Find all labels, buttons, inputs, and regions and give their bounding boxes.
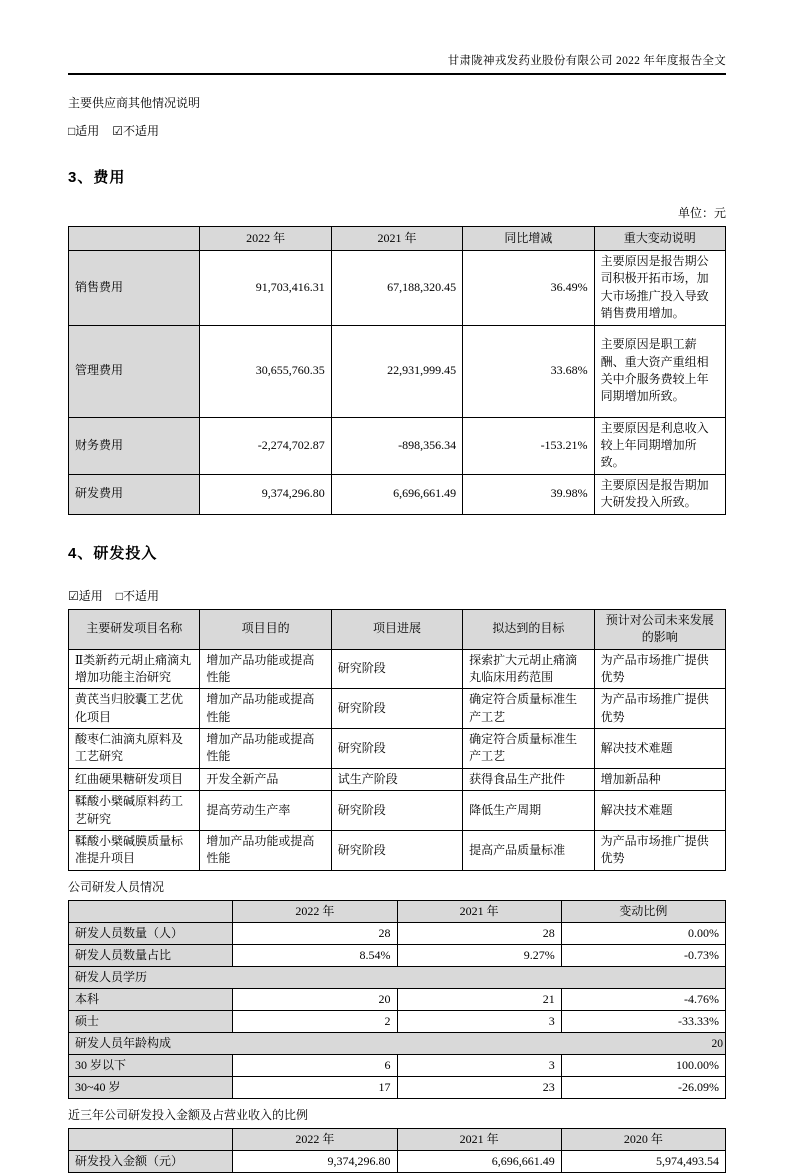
project-impact: 为产品市场推广提供优势 xyxy=(594,831,725,871)
page-content xyxy=(68,0,726,1173)
table-row xyxy=(69,251,726,326)
table-row xyxy=(69,768,726,790)
investment-2021-value: 6,696,661.49 xyxy=(397,1150,561,1172)
personnel-change-value: -4.76% xyxy=(561,988,725,1010)
project-progress: 研究阶段 xyxy=(331,791,462,831)
personnel-age-header: 研发人员年龄构成 xyxy=(69,1032,726,1054)
personnel-2022-value: 17 xyxy=(233,1076,397,1098)
investment-header-2020: 2020 年 xyxy=(561,1128,725,1150)
expense-change-value: 36.49% xyxy=(463,251,594,326)
project-name: 酸枣仁油滴丸原料及工艺研究 xyxy=(69,729,200,769)
project-impact: 为产品市场推广提供优势 xyxy=(594,649,725,689)
expenses-table-header-row xyxy=(69,227,726,251)
rd-projects-table xyxy=(68,609,726,871)
project-name: 鞣酸小檗碱膜质量标准提升项目 xyxy=(69,831,200,871)
expense-row-label: 研发费用 xyxy=(69,474,200,514)
personnel-2022-value: 8.54% xyxy=(233,944,397,966)
project-purpose: 增加产品功能或提高性能 xyxy=(200,649,331,689)
expense-2021-value: 6,696,661.49 xyxy=(331,474,462,514)
project-purpose: 增加产品功能或提高性能 xyxy=(200,729,331,769)
rd-header-project-name: 主要研发项目名称 xyxy=(69,609,200,649)
project-name: Ⅱ类新药元胡止痛滴丸增加功能主治研究 xyxy=(69,649,200,689)
investment-table xyxy=(68,1128,726,1173)
project-impact: 增加新品种 xyxy=(594,768,725,790)
personnel-2021-value: 3 xyxy=(397,1054,561,1076)
personnel-education-header: 研发人员学历 xyxy=(69,966,726,988)
project-goal: 探索扩大元胡止痛滴丸临床用药范围 xyxy=(463,649,594,689)
rd-header-purpose: 项目目的 xyxy=(200,609,331,649)
expenses-header-2022: 2022 年 xyxy=(200,227,331,251)
expense-row-label: 销售费用 xyxy=(69,251,200,326)
table-row xyxy=(69,1010,726,1032)
unit-label: 单位：元 xyxy=(677,206,726,220)
expense-2022-value: 9,374,296.80 xyxy=(200,474,331,514)
project-name: 鞣酸小檗碱原料药工艺研究 xyxy=(69,791,200,831)
personnel-2021-value: 28 xyxy=(397,922,561,944)
personnel-row-label: 30~40 岁 xyxy=(69,1076,233,1098)
expense-2021-value: 67,188,320.45 xyxy=(331,251,462,326)
personnel-row-label: 研发人员数量（人） xyxy=(69,922,233,944)
personnel-change-value: -33.33% xyxy=(561,1010,725,1032)
expense-note: 主要原因是报告期公司积极开拓市场，加大市场推广投入导致销售费用增加。 xyxy=(594,251,725,326)
personnel-2021-value: 23 xyxy=(397,1076,561,1098)
rd-header-progress: 项目进展 xyxy=(331,609,462,649)
expenses-header-note: 重大变动说明 xyxy=(594,227,725,251)
personnel-title: 公司研发人员情况 xyxy=(68,879,165,894)
project-goal: 提高产品质量标准 xyxy=(463,831,594,871)
table-row xyxy=(69,325,726,417)
investment-2020-value: 5,974,493.54 xyxy=(561,1150,725,1172)
project-progress: 研究阶段 xyxy=(331,689,462,729)
project-impact: 解决技术难题 xyxy=(594,791,725,831)
expenses-section-heading: 3、费用 xyxy=(68,169,126,186)
project-goal: 获得食品生产批件 xyxy=(463,768,594,790)
rd-applicability-line xyxy=(68,587,726,604)
personnel-change-value: -26.09% xyxy=(561,1076,725,1098)
project-progress: 试生产阶段 xyxy=(331,768,462,790)
personnel-education-section-row xyxy=(69,966,726,988)
table-row xyxy=(69,689,726,729)
project-purpose: 增加产品功能或提高性能 xyxy=(200,689,331,729)
table-row xyxy=(69,791,726,831)
supplier-note-title: 主要供应商其他情况说明 xyxy=(68,96,201,110)
investment-title: 近三年公司研发投入金额及占营业收入的比例 xyxy=(68,1107,309,1122)
expense-2021-value: 22,931,999.45 xyxy=(331,325,462,417)
project-impact: 解决技术难题 xyxy=(594,729,725,769)
table-row xyxy=(69,474,726,514)
project-purpose: 开发全新产品 xyxy=(200,768,331,790)
project-name: 红曲硬果糖研发项目 xyxy=(69,768,200,790)
personnel-row-label: 本科 xyxy=(69,988,233,1010)
personnel-header-2021: 2021 年 xyxy=(397,900,561,922)
personnel-header-2022: 2022 年 xyxy=(233,900,397,922)
project-impact: 为产品市场推广提供优势 xyxy=(594,689,725,729)
personnel-row-label: 硕士 xyxy=(69,1010,233,1032)
personnel-change-value: 100.00% xyxy=(561,1054,725,1076)
table-row xyxy=(69,1150,726,1172)
document-title: 甘肃陇神戎发药业股份有限公司 2022 年年度报告全文 xyxy=(447,55,726,67)
expense-2022-value: 30,655,760.35 xyxy=(200,325,331,417)
project-goal: 确定符合质量标准生产工艺 xyxy=(463,689,594,729)
personnel-change-value: -0.73% xyxy=(561,944,725,966)
expense-2022-value: 91,703,416.31 xyxy=(200,251,331,326)
expense-note: 主要原因是报告期加大研发投入所致。 xyxy=(594,474,725,514)
table-row xyxy=(69,417,726,474)
investment-header-2021: 2021 年 xyxy=(397,1128,561,1150)
expense-2021-value: -898,356.34 xyxy=(331,417,462,474)
personnel-2022-value: 28 xyxy=(233,922,397,944)
investment-header-blank xyxy=(69,1128,233,1150)
project-progress: 研究阶段 xyxy=(331,729,462,769)
personnel-row-label: 30 岁以下 xyxy=(69,1054,233,1076)
investment-2022-value: 9,374,296.80 xyxy=(233,1150,397,1172)
personnel-header-change: 变动比例 xyxy=(561,900,725,922)
project-progress: 研究阶段 xyxy=(331,649,462,689)
investment-header-row xyxy=(69,1128,726,1150)
personnel-header-row xyxy=(69,900,726,922)
personnel-change-value: 0.00% xyxy=(561,922,725,944)
table-row xyxy=(69,988,726,1010)
expense-change-value: 33.68% xyxy=(463,325,594,417)
header-divider xyxy=(68,73,726,75)
expense-note: 主要原因是职工薪酬、重大资产重组相关中介服务费较上年同期增加所致。 xyxy=(594,325,725,417)
personnel-2021-value: 21 xyxy=(397,988,561,1010)
rd-section-heading: 4、研发投入 xyxy=(68,544,158,562)
expenses-table xyxy=(68,226,726,515)
applicable-checkbox-unchecked: □适用 xyxy=(68,124,100,138)
table-row xyxy=(69,649,726,689)
not-applicable-checkbox-checked: ☑不适用 xyxy=(112,124,160,138)
page-number: 20 xyxy=(711,1038,723,1050)
expense-note: 主要原因是利息收入较上年同期增加所致。 xyxy=(594,417,725,474)
applicable-checkbox-checked: ☑适用 xyxy=(68,588,103,603)
project-purpose: 增加产品功能或提高性能 xyxy=(200,831,331,871)
expenses-header-2021: 2021 年 xyxy=(331,227,462,251)
rd-header-goal: 拟达到的目标 xyxy=(463,609,594,649)
table-row xyxy=(69,831,726,871)
supplier-applicability-line xyxy=(68,122,726,139)
table-row xyxy=(69,944,726,966)
expense-change-value: 39.98% xyxy=(463,474,594,514)
rd-header-impact: 预计对公司未来发展的影响 xyxy=(594,609,725,649)
document-header xyxy=(68,0,726,68)
investment-row-label: 研发投入金额（元） xyxy=(69,1150,233,1172)
project-name: 黄芪当归胶囊工艺优化项目 xyxy=(69,689,200,729)
table-row xyxy=(69,1076,726,1098)
personnel-age-section-row xyxy=(69,1032,726,1054)
personnel-2021-value: 9.27% xyxy=(397,944,561,966)
expense-row-label: 管理费用 xyxy=(69,325,200,417)
personnel-2022-value: 2 xyxy=(233,1010,397,1032)
personnel-2022-value: 6 xyxy=(233,1054,397,1076)
personnel-row-label: 研发人员数量占比 xyxy=(69,944,233,966)
project-purpose: 提高劳动生产率 xyxy=(200,791,331,831)
expenses-header-change: 同比增减 xyxy=(463,227,594,251)
expense-row-label: 财务费用 xyxy=(69,417,200,474)
table-row xyxy=(69,922,726,944)
expenses-header-blank xyxy=(69,227,200,251)
project-goal: 降低生产周期 xyxy=(463,791,594,831)
rd-projects-header-row xyxy=(69,609,726,649)
personnel-header-blank xyxy=(69,900,233,922)
expense-2022-value: -2,274,702.87 xyxy=(200,417,331,474)
expense-change-value: -153.21% xyxy=(463,417,594,474)
project-goal: 确定符合质量标准生产工艺 xyxy=(463,729,594,769)
project-progress: 研究阶段 xyxy=(331,831,462,871)
personnel-2021-value: 3 xyxy=(397,1010,561,1032)
table-row xyxy=(69,1054,726,1076)
investment-header-2022: 2022 年 xyxy=(233,1128,397,1150)
personnel-table xyxy=(68,900,726,1099)
table-row xyxy=(69,729,726,769)
personnel-2022-value: 20 xyxy=(233,988,397,1010)
not-applicable-checkbox-unchecked: □不适用 xyxy=(115,588,160,603)
